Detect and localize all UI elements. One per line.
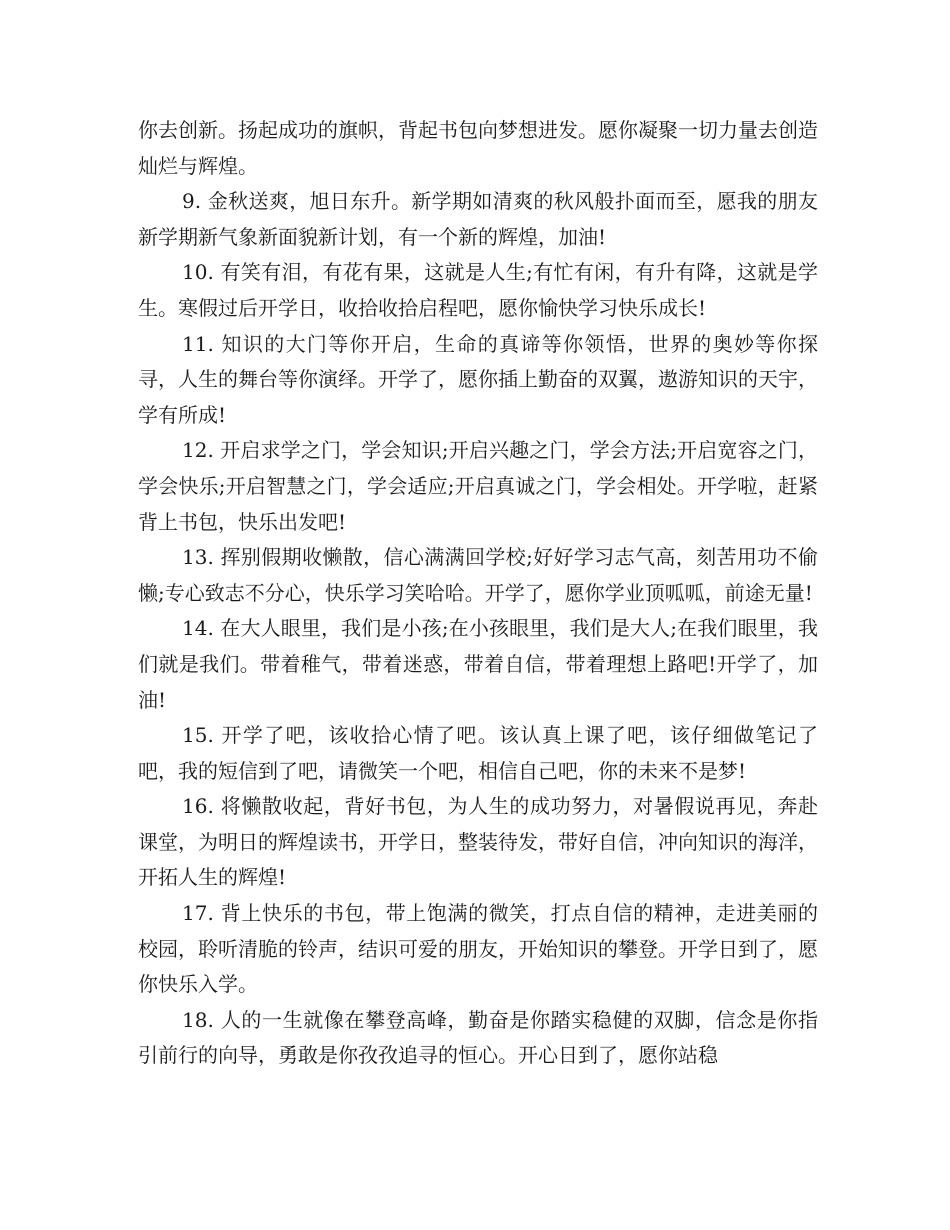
list-item-10: 10. 有笑有泪，有花有果，这就是人生;有忙有闲，有升有降，这就是学生。寒假过后开学日，收拾收拾启程吧，愿你愉快学习快乐成长!	[138, 260, 818, 320]
list-item-11: 11. 知识的大门等你开启，生命的真谛等你领悟，世界的奥妙等你探寻，人生的舞台等你演绎。开学了，愿你插上勤奋的双翼，遨游知识的天宇，学有所成!	[138, 331, 818, 427]
list-item-18: 18. 人的一生就像在攀登高峰，勤奋是你踏实稳健的双脚，信念是你指引前行的向导，勇敢是你孜孜追寻的恒心。开心日到了，愿你站稳	[138, 1007, 818, 1068]
list-item-15: 15. 开学了吧，该收拾心情了吧。该认真上课了吧，该仔细做笔记了吧，我的短信到了吧，请微笑一个吧，相信自己吧，你的未来不是梦!	[138, 723, 818, 783]
list-item-14: 14. 在大人眼里，我们是小孩;在小孩眼里，我们是大人;在我们眼里，我们就是我们。带着稚气，带着迷惑，带着自信，带着理想上路吧!开学了，加油!	[138, 616, 818, 712]
paragraph-continuation: 你去创新。扬起成功的旗帜，背起书包向梦想进发。愿你凝聚一切力量去创造灿烂与辉煌。	[138, 118, 818, 178]
list-item-12: 12. 开启求学之门，学会知识;开启兴趣之门，学会方法;开启宽容之门，学会快乐;开启智慧之门，学会适应;开启真诚之门，学会相处。开学啦，赶紧背上书包，快乐出发吧!	[138, 438, 818, 534]
document-body	[138, 113, 818, 1074]
list-item-9: 9. 金秋送爽，旭日东升。新学期如清爽的秋风般扑面而至，愿我的朋友新学期新气象新面貌新计划，有一个新的辉煌，加油!	[138, 189, 818, 249]
list-item-13: 13. 挥别假期收懒散，信心满满回学校;好好学习志气高，刻苦用功不偷懒;专心致志不分心，快乐学习笑哈哈。开学了，愿你学业顶呱呱，前途无量!	[138, 545, 818, 605]
list-item-16: 16. 将懒散收起，背好书包，为人生的成功努力，对暑假说再见，奔赴课堂，为明日的辉煌读书，开学日，整装待发，带好自信，冲向知识的海洋，开拓人生的辉煌!	[138, 794, 818, 890]
list-item-17: 17. 背上快乐的书包，带上饱满的微笑，打点自信的精神，走进美丽的校园，聆听清脆的铃声，结识可爱的朋友，开始知识的攀登。开学日到了，愿你快乐入学。	[138, 901, 818, 997]
